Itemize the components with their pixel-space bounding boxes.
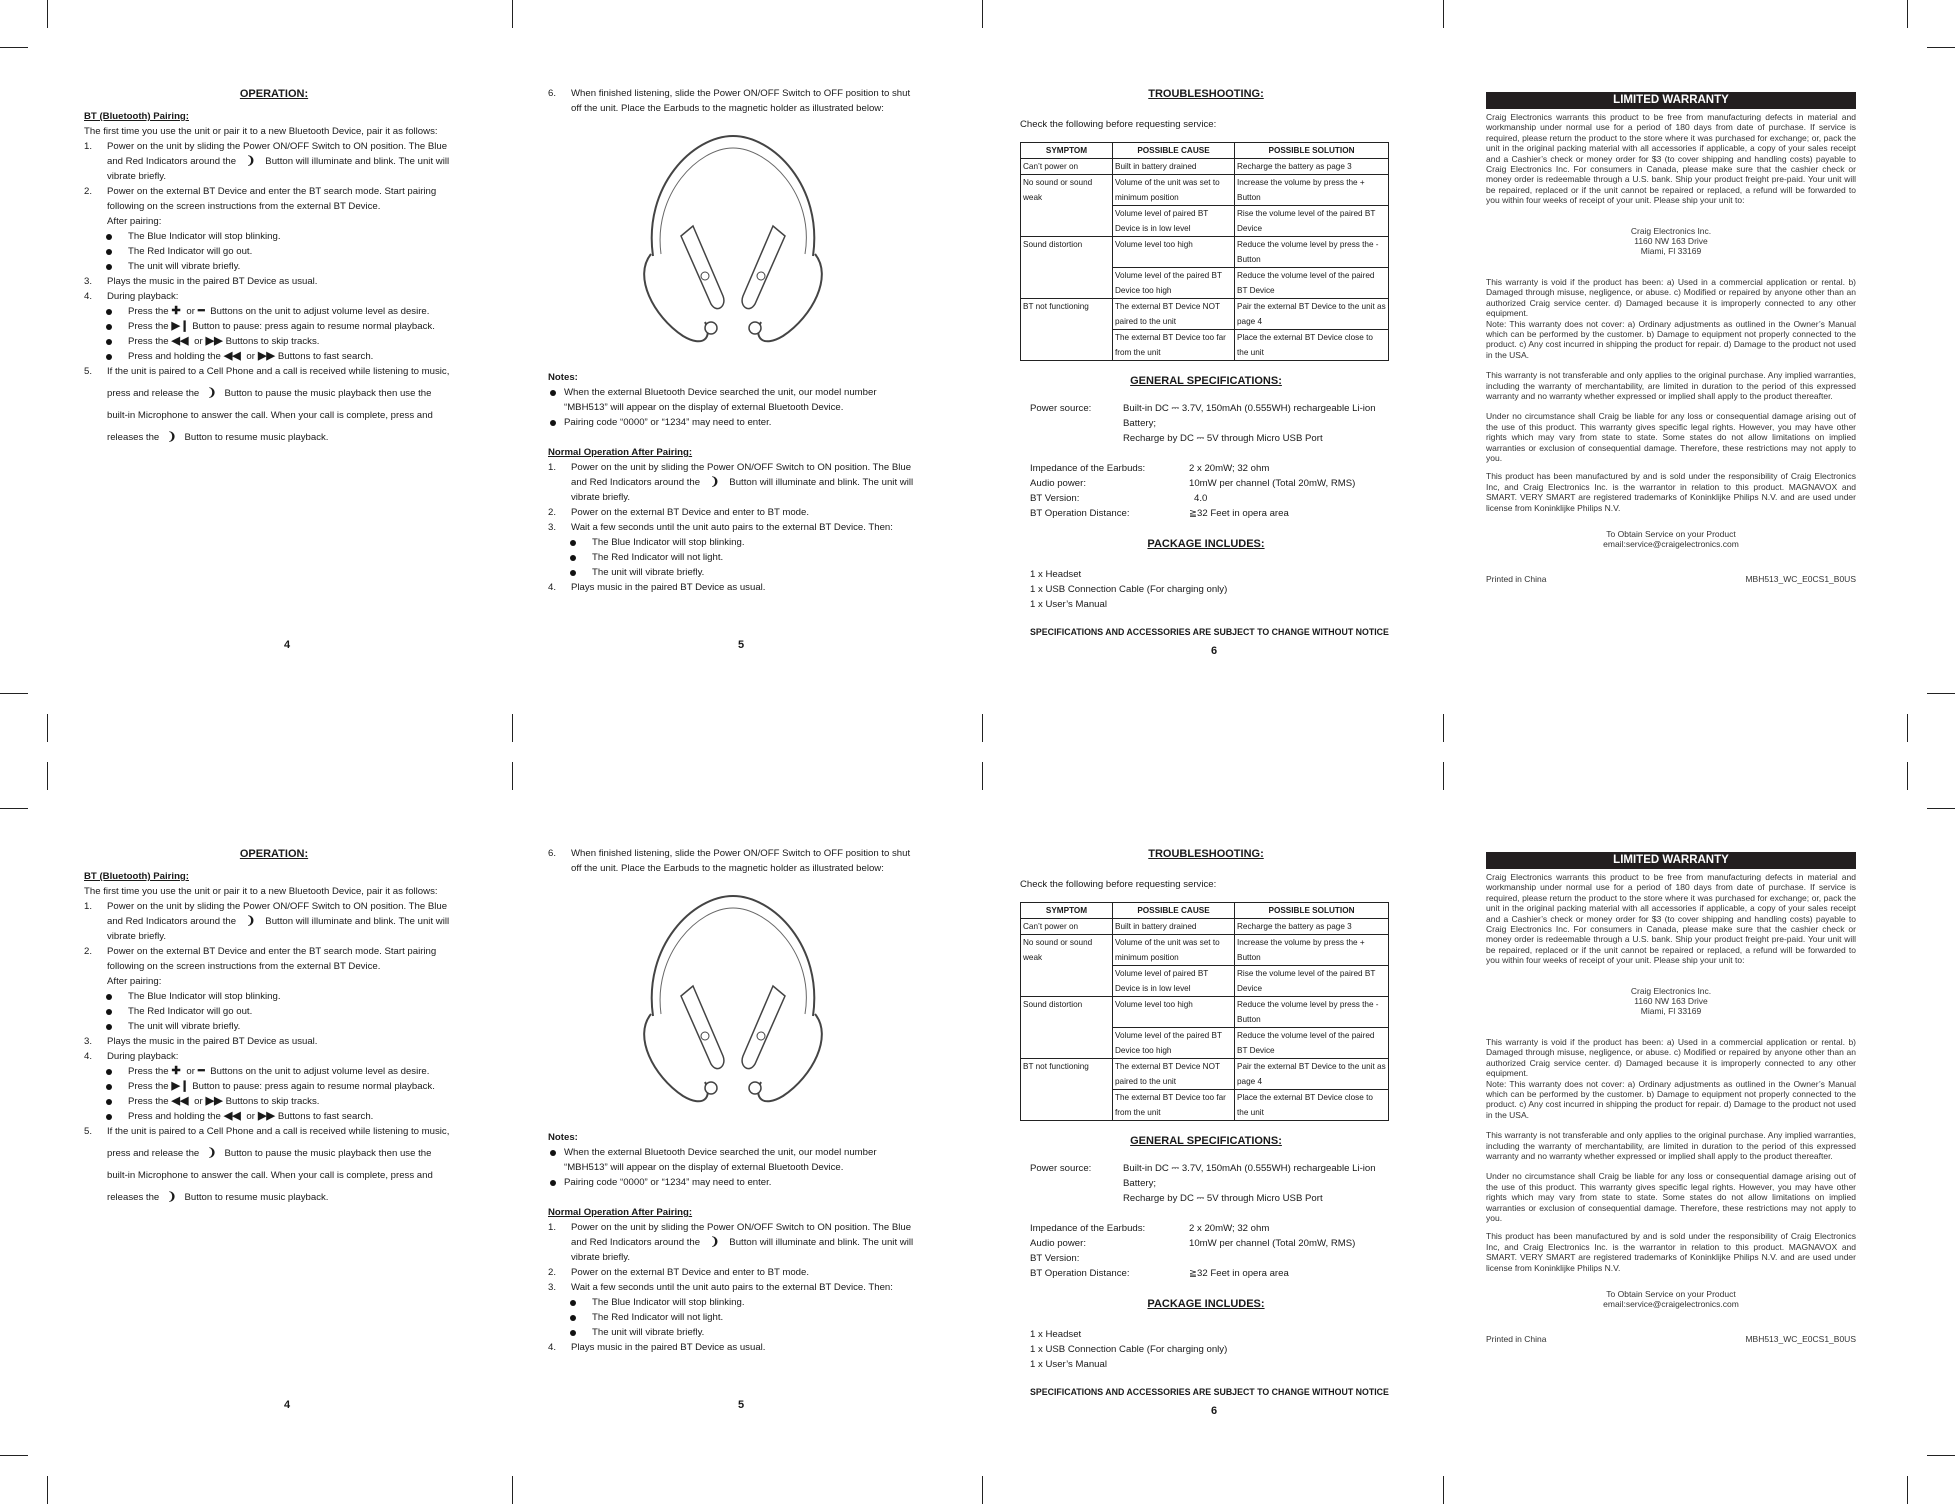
- normal-operation-heading: Normal Operation After Pairing:: [548, 1207, 693, 1218]
- page-number: 4: [284, 639, 291, 651]
- step-6: 6. When finished listening, slide the Power ON/OFF Switch to OFF position to shut: [548, 88, 911, 99]
- phone-button-icon: ❩: [167, 1191, 177, 1203]
- notes-heading: Notes:: [548, 1132, 578, 1143]
- step-5: 5. If the unit is paired to a Cell Phone and a call is received while listening to music,: [84, 1126, 450, 1137]
- table-row: [1021, 175, 1389, 206]
- column-header: SYMPTOM: [1021, 903, 1113, 919]
- table-cell: Can’t power on: [1021, 159, 1113, 175]
- address-line: Craig Electronics Inc.: [1630, 225, 1712, 236]
- page-number: 6: [1211, 1405, 1218, 1417]
- step-6-line-2: off the unit. Place the Earbuds to the magnetic holder as illustrated below:: [571, 863, 884, 874]
- warranty-paragraph: This product has been manufactured by and is sold under the responsibility of Craig Electronics Inc, and Craig Electronics Inc. is the warrantor in relation to this product. MAGNAVOX and SMART. VERY SMART are registered trademarks of Koninklijke Philips N.V. and are used under license from Koninklijke Philips N.V.: [1486, 471, 1856, 513]
- troubleshooting-table: [1020, 142, 1389, 361]
- list-item-continued: “MBH513” will appear on the display of external Bluetooth Device.: [564, 402, 844, 413]
- plus-icon: ✚: [171, 305, 181, 317]
- normal-step-3: 3. Wait a few seconds until the unit auto pairs to the external BT Device. Then:: [548, 1282, 893, 1293]
- troubleshooting-table: [1020, 902, 1389, 1121]
- pairing-intro: The first time you use the unit or pair it to a new Bluetooth Device, pair it as follows:: [84, 126, 438, 137]
- warranty-paragraph: Note: This warranty does not cover: a) Ordinary adjustments as outlined in the Owner’s Manual which can be performed by the customer. b) Damage to equipment not properly connected to the product. c) Any cost incurred in shipping the product for repair. d) Damage to the product not used in the USA.: [1486, 1078, 1856, 1120]
- table-cell: Increase the volume by press the + Button: [1235, 935, 1389, 966]
- list-item: The Red Indicator will not light.: [548, 550, 928, 565]
- table-cell: Sound distortion: [1021, 237, 1113, 299]
- normal-step-3: 3. Wait a few seconds until the unit auto pairs to the external BT Device. Then:: [548, 522, 893, 533]
- page-number: 4: [284, 1399, 291, 1411]
- spec-impedance: Impedance of the Earbuds: 2 x 20mW; 32 ohm: [1030, 463, 1270, 474]
- list-item: Press the ✚ or ━ Buttons on the unit to adjust volume level as desire.: [84, 1064, 464, 1079]
- step-5-line-3: built-in Microphone to answer the call. When your call is complete, press and: [107, 410, 433, 421]
- address-line: 1160 NW 163 Drive: [1634, 236, 1708, 247]
- step-1: 1. Power on the unit by sliding the Power ON/OFF Switch to ON position. The Blue: [84, 141, 448, 152]
- table-cell: Reduce the volume level of the paired BT Device: [1235, 1028, 1389, 1059]
- step-1: 1. Power on the unit by sliding the Power ON/OFF Switch to ON position. The Blue: [84, 901, 448, 912]
- table-row: [1021, 997, 1389, 1028]
- page-warranty: [1486, 760, 1856, 1504]
- list-item: When the external Bluetooth Device searched the unit, our model number: [548, 385, 928, 400]
- package-title: PACKAGE INCLUDES:: [1147, 538, 1265, 550]
- warranty-title: LIMITED WARRANTY: [1486, 852, 1856, 869]
- previous-icon: ◀◀: [171, 335, 189, 347]
- document-code: MBH513_WC_E0CS1_B0US: [1745, 573, 1856, 584]
- spec-power-line-3: Recharge by DC ⎓ 5V through Micro USB Port: [1123, 433, 1323, 444]
- printed-in-china: Printed in China: [1486, 573, 1547, 584]
- warranty-paragraph: This product has been manufactured by and is sold under the responsibility of Craig Electronics Inc, and Craig Electronics Inc. is the warrantor in relation to this product. MAGNAVOX and SMART. VERY SMART are registered trademarks of Koninklijke Philips N.V. and are used under license from Koninklijke Philips N.V.: [1486, 1231, 1856, 1273]
- table-cell: Reduce the volume level by press the - Button: [1235, 237, 1389, 268]
- table-cell: Recharge the battery as page 3: [1235, 159, 1389, 175]
- step-5-line-2: press and release the ❩ Button to pause the music playback then use the: [107, 387, 432, 399]
- spec-power-line-3: Recharge by DC ⎓ 5V through Micro USB Port: [1123, 1193, 1323, 1204]
- list-item: Pairing code “0000” or “1234” may need to enter.: [548, 1175, 928, 1190]
- table-cell: Volume level too high: [1113, 237, 1235, 268]
- list-item: Press the ▶❙ Button to pause: press again to resume normal playback.: [84, 319, 464, 334]
- column-header: SYMPTOM: [1021, 143, 1113, 159]
- warranty-paragraph: This warranty is not transferable and only applies to the original purchase. Any implied warranties, including the warranty of merchantability, are limited in duration to the period of this expressed warranty and no warranty whether expressed or implied shall apply to the product thereafter.: [1486, 1130, 1856, 1161]
- service-line: To Obtain Service on your Product: [1606, 529, 1736, 539]
- service-line: To Obtain Service on your Product: [1606, 1289, 1736, 1299]
- step-3: 3. Plays the music in the paired BT Device as usual.: [84, 1036, 318, 1047]
- previous-icon: ◀◀: [171, 1095, 189, 1107]
- phone-button-icon: ❩: [710, 476, 720, 488]
- notice-text: SPECIFICATIONS AND ACCESSORIES ARE SUBJECT TO CHANGE WITHOUT NOTICE: [1030, 627, 1389, 637]
- table-cell: Pair the external BT Device to the unit as page 4: [1235, 1059, 1389, 1090]
- step-6-line-2: off the unit. Place the Earbuds to the magnetic holder as illustrated below:: [571, 103, 884, 114]
- list-item: Press the ◀◀ or ▶▶ Buttons to skip tracks.: [84, 334, 464, 349]
- phone-button-icon: ❩: [246, 155, 256, 167]
- spec-power: Power source: Built-in DC ⎓ 3.7V, 150mAh (0.555WH) rechargeable Li-ion: [1030, 403, 1376, 414]
- pairing-heading: BT (Bluetooth) Pairing:: [84, 871, 189, 882]
- table-cell: Pair the external BT Device to the unit as page 4: [1235, 299, 1389, 330]
- warranty-title: LIMITED WARRANTY: [1486, 92, 1856, 109]
- phone-button-icon: ❩: [207, 387, 217, 399]
- warranty-paragraph: This warranty is void if the product has been: a) Used in a commercial application or rental. b) Damaged through misuse, negligence, or abuse. c) Modified or repaired by anyone other than an authorized Craig service center. d) Damaged because it is improperly connected to any other equipment.: [1486, 276, 1856, 319]
- table-cell: Volume level of the paired BT Device too high: [1113, 268, 1235, 299]
- troubleshooting-title: TROUBLESHOOTING:: [1148, 88, 1264, 100]
- after-pairing-label: After pairing:: [107, 976, 162, 987]
- headset-illustration: [623, 886, 843, 1116]
- phone-button-icon: ❩: [167, 431, 177, 443]
- table-cell: Sound distortion: [1021, 997, 1113, 1059]
- normal-step-2: 2. Power on the external BT Device and enter to BT mode.: [548, 1267, 810, 1278]
- step-2-line-2: following on the screen instructions from the external BT Device.: [107, 201, 381, 212]
- table-cell: Built in battery drained: [1113, 919, 1235, 935]
- operation-title: OPERATION:: [239, 88, 309, 100]
- after-pairing-label: After pairing:: [107, 216, 162, 227]
- sheet-bottom: [0, 760, 1955, 1504]
- table-cell: The external BT Device NOT paired to the unit: [1113, 1059, 1235, 1090]
- specifications-title: GENERAL SPECIFICATIONS:: [1130, 1135, 1282, 1147]
- table-header-row: [1021, 903, 1389, 919]
- normal-step-1: 1. Power on the unit by sliding the Power ON/OFF Switch to ON position. The Blue: [548, 1222, 912, 1233]
- list-item: The Red Indicator will not light.: [548, 1310, 928, 1325]
- table-cell: Reduce the volume level of the paired BT Device: [1235, 268, 1389, 299]
- list-item: Press and holding the ◀◀ or ▶▶ Buttons to fast search.: [84, 1109, 464, 1124]
- address-line: Craig Electronics Inc.: [1630, 985, 1712, 996]
- spec-bt-distance: BT Operation Distance: ≧32 Feet in opera area: [1030, 508, 1289, 519]
- minus-icon: ━: [197, 305, 205, 317]
- step-1-line-3: vibrate briefly.: [107, 931, 167, 942]
- step-1-line-3: vibrate briefly.: [107, 171, 167, 182]
- notes-heading: Notes:: [548, 372, 578, 383]
- list-item: The Blue Indicator will stop blinking.: [84, 989, 464, 1004]
- step-1-line-2: and Red Indicators around the ❩ Button will illuminate and blink. The unit will: [107, 155, 450, 167]
- table-row: [1021, 919, 1389, 935]
- spec-bt-distance: BT Operation Distance: ≧32 Feet in opera area: [1030, 1268, 1289, 1279]
- operation-title: OPERATION:: [239, 848, 309, 860]
- table-cell: Volume of the unit was set to minimum position: [1113, 175, 1235, 206]
- warranty-paragraph: Craig Electronics warrants this product to be free from manufacturing defects in material and workmanship under normal use for a period of 180 days from date of purchase. If service is required, please return the product to the store where it was purchased for exchange; or, pack the unit in the original packing material with all accessories if applicable, a copy of your sales receipt and a Cashier’s check or money order for $3 (to cover shipping and handling costs) payable to Craig Electronics Inc. For consumers in Canada, please make sure that the cashier check or money order is redeemable through a U.S. bank. Ship your product freight pre-paid. Your unit will be repaired, replaced or if the unit cannot be repaired or replaced, a refund will be forwarded to you within four weeks of receipt of your unit. Please ship your unit to:: [1486, 872, 1856, 966]
- fast-forward-icon: ▶▶: [257, 1110, 275, 1122]
- step-6: 6. When finished listening, slide the Power ON/OFF Switch to OFF position to shut: [548, 848, 911, 859]
- column-header: POSSIBLE CAUSE: [1113, 903, 1235, 919]
- pairing-heading: BT (Bluetooth) Pairing:: [84, 111, 189, 122]
- phone-button-icon: ❩: [710, 1236, 720, 1248]
- next-icon: ▶▶: [205, 335, 223, 347]
- list-item: When the external Bluetooth Device searched the unit, our model number: [548, 1145, 928, 1160]
- troubleshooting-intro: Check the following before requesting service:: [1020, 119, 1217, 130]
- step-4: 4. During playback:: [84, 291, 179, 302]
- phone-button-icon: ❩: [207, 1147, 217, 1159]
- list-item-continued: “MBH513” will appear on the display of external Bluetooth Device.: [564, 1162, 844, 1173]
- spec-power: Power source: Built-in DC ⎓ 3.7V, 150mAh (0.555WH) rechargeable Li-ion: [1030, 1163, 1376, 1174]
- table-row: [1021, 159, 1389, 175]
- play-pause-icon: ▶❙: [171, 1080, 190, 1092]
- step-5-line-3: built-in Microphone to answer the call. When your call is complete, press and: [107, 1170, 433, 1181]
- table-row: [1021, 935, 1389, 966]
- normal-step-1-line-3: vibrate briefly.: [571, 492, 631, 503]
- page-number: 5: [738, 1399, 745, 1411]
- column-header: POSSIBLE SOLUTION: [1235, 903, 1389, 919]
- pairing-intro: The first time you use the unit or pair it to a new Bluetooth Device, pair it as follows:: [84, 886, 438, 897]
- package-title: PACKAGE INCLUDES:: [1147, 1298, 1265, 1310]
- table-cell: The external BT Device too far from the unit: [1113, 330, 1235, 361]
- warranty-paragraph: This warranty is void if the product has been: a) Used in a commercial application or rental. b) Damaged through misuse, negligence, or abuse. c) Modified or repaired by anyone other than an authorized Craig service center. d) Damaged because it is improperly connected to any other equipment.: [1486, 1036, 1856, 1079]
- table-cell: Built in battery drained: [1113, 159, 1235, 175]
- warranty-paragraph: Note: This warranty does not cover: a) Ordinary adjustments as outlined in the Owner’s Manual which can be performed by the customer. b) Damage to equipment not properly connected to the product. c) Any cost incurred in shipping the product for repair. d) Damage to the product not used in the USA.: [1486, 318, 1856, 360]
- table-cell: Place the external BT Device close to the unit: [1235, 1090, 1389, 1121]
- step-5-line-4: releases the ❩ Button to resume music playback.: [107, 1191, 329, 1203]
- table-cell: Recharge the battery as page 3: [1235, 919, 1389, 935]
- notice-text: SPECIFICATIONS AND ACCESSORIES ARE SUBJECT TO CHANGE WITHOUT NOTICE: [1030, 1387, 1389, 1397]
- step-5: 5. If the unit is paired to a Cell Phone and a call is received while listening to music,: [84, 366, 450, 377]
- minus-icon: ━: [197, 1065, 205, 1077]
- spec-audio-power: Audio power: 10mW per channel (Total 20mW, RMS): [1030, 1238, 1356, 1249]
- troubleshooting-title: TROUBLESHOOTING:: [1148, 848, 1264, 860]
- table-row: [1021, 1059, 1389, 1090]
- address-line: 1160 NW 163 Drive: [1634, 996, 1708, 1007]
- printed-in-china: Printed in China: [1486, 1333, 1547, 1344]
- table-cell: Rise the volume level of the paired BT Device: [1235, 966, 1389, 997]
- warranty-paragraph: Under no circumstance shall Craig be liable for any loss or consequential damage arising out of the use of this product. This warranty gives specific legal rights. However, you may have other rights which may vary from state to state. Some states do not allow limitations on implied warranties or exclusion of consequential damage. Therefore, these restrictions may not apply to you.: [1486, 411, 1856, 463]
- table-cell: Volume level of paired BT Device is in low level: [1113, 966, 1235, 997]
- list-item: The unit will vibrate briefly.: [548, 565, 928, 580]
- list-item: The Red Indicator will go out.: [84, 244, 464, 259]
- page-troubleshooting: [1020, 0, 1392, 752]
- headset-illustration: [623, 126, 843, 356]
- spec-power-line-2: Battery;: [1123, 1178, 1157, 1189]
- document-code: MBH513_WC_E0CS1_B0US: [1745, 1333, 1856, 1344]
- table-row: [1021, 237, 1389, 268]
- normal-step-1-line-3: vibrate briefly.: [571, 1252, 631, 1263]
- page-warranty: [1486, 0, 1856, 752]
- page-number: 6: [1211, 645, 1218, 657]
- table-cell: Reduce the volume level by press the - Button: [1235, 997, 1389, 1028]
- table-cell: Volume of the unit was set to minimum position: [1113, 935, 1235, 966]
- column-header: POSSIBLE SOLUTION: [1235, 143, 1389, 159]
- spec-impedance: Impedance of the Earbuds: 2 x 20mW; 32 ohm: [1030, 1223, 1270, 1234]
- page-operation: [84, 760, 464, 1504]
- list-item: The Red Indicator will go out.: [84, 1004, 464, 1019]
- table-cell: Volume level of the paired BT Device too high: [1113, 1028, 1235, 1059]
- table-cell: BT not functioning: [1021, 299, 1113, 361]
- table-cell: Can’t power on: [1021, 919, 1113, 935]
- specifications-title: GENERAL SPECIFICATIONS:: [1130, 375, 1282, 387]
- table-cell: No sound or sound weak: [1021, 175, 1113, 237]
- warranty-paragraph: Under no circumstance shall Craig be liable for any loss or consequential damage arising out of the use of this product. This warranty gives specific legal rights. However, you may have other rights which may vary from state to state. Some states do not allow limitations on implied warranties or exclusion of consequential damage. Therefore, these restrictions may not apply to you.: [1486, 1171, 1856, 1223]
- list-item: The unit will vibrate briefly.: [84, 1019, 464, 1034]
- spec-bt-version: BT Version:: [1030, 1253, 1080, 1264]
- rewind-icon: ◀◀: [223, 350, 241, 362]
- page-troubleshooting: [1020, 760, 1392, 1504]
- warranty-footer: [1486, 574, 1856, 586]
- step-2: 2. Power on the external BT Device and enter the BT search mode. Start pairing: [84, 946, 437, 957]
- list-item: The unit will vibrate briefly.: [84, 259, 464, 274]
- address-line: Miami, Fl 33169: [1640, 1006, 1702, 1017]
- normal-operation-heading: Normal Operation After Pairing:: [548, 447, 693, 458]
- step-4: 4. During playback:: [84, 1051, 179, 1062]
- step-1-line-2: and Red Indicators around the ❩ Button will illuminate and blink. The unit will: [107, 915, 450, 927]
- page-operation-continued: [548, 760, 928, 1504]
- service-email: email:service@craigelectronics.com: [1603, 1299, 1739, 1310]
- address-line: Miami, Fl 33169: [1640, 246, 1702, 257]
- list-item: 1 x Headset: [1030, 569, 1082, 580]
- step-3: 3. Plays the music in the paired BT Device as usual.: [84, 276, 318, 287]
- normal-step-2: 2. Power on the external BT Device and enter to BT mode.: [548, 507, 810, 518]
- normal-step-1: 1. Power on the unit by sliding the Power ON/OFF Switch to ON position. The Blue: [548, 462, 912, 473]
- spec-bt-version: BT Version: 4.0: [1030, 493, 1208, 504]
- play-pause-icon: ▶❙: [171, 320, 190, 332]
- warranty-footer: [1486, 1334, 1856, 1346]
- step-5-line-4: releases the ❩ Button to resume music playback.: [107, 431, 329, 443]
- list-item: 1 x USB Connection Cable (For charging only): [1030, 584, 1228, 595]
- troubleshooting-intro: Check the following before requesting service:: [1020, 879, 1217, 890]
- warranty-paragraph: This warranty is not transferable and only applies to the original purchase. Any implied warranties, including the warranty of merchantability, are limited in duration to the period of this expressed warranty and no warranty whether expressed or implied shall apply to the product thereafter.: [1486, 370, 1856, 401]
- table-cell: No sound or sound weak: [1021, 935, 1113, 997]
- normal-step-1-line-2: and Red Indicators around the ❩ Button will illuminate and blink. The unit will: [571, 1236, 914, 1248]
- page-number: 5: [738, 639, 745, 651]
- list-item: Pairing code “0000” or “1234” may need to enter.: [548, 415, 928, 430]
- table-cell: Rise the volume level of the paired BT Device: [1235, 206, 1389, 237]
- normal-step-4: 4. Plays music in the paired BT Device as usual.: [548, 582, 766, 593]
- table-cell: BT not functioning: [1021, 1059, 1113, 1121]
- column-header: POSSIBLE CAUSE: [1113, 143, 1235, 159]
- list-item: Press the ✚ or ━ Buttons on the unit to adjust volume level as desire.: [84, 304, 464, 319]
- page-operation: [84, 0, 464, 752]
- table-cell: Increase the volume by press the + Button: [1235, 175, 1389, 206]
- step-2: 2. Power on the external BT Device and enter the BT search mode. Start pairing: [84, 186, 437, 197]
- list-item: 1 x User’s Manual: [1030, 599, 1107, 610]
- spec-audio-power: Audio power: 10mW per channel (Total 20mW, RMS): [1030, 478, 1356, 489]
- list-item: 1 x USB Connection Cable (For charging only): [1030, 1344, 1228, 1355]
- table-row: [1021, 299, 1389, 330]
- plus-icon: ✚: [171, 1065, 181, 1077]
- service-email: email:service@craigelectronics.com: [1603, 539, 1739, 550]
- warranty-paragraph: Craig Electronics warrants this product to be free from manufacturing defects in material and workmanship under normal use for a period of 180 days from date of purchase. If service is required, please return the product to the store where it was purchased for exchange; or, pack the unit in the original packing material with all accessories if applicable, a copy of your sales receipt and a Cashier’s check or money order for $3 (to cover shipping and handling costs) payable to Craig Electronics Inc. For consumers in Canada, please make sure that the cashier check or money order is redeemable through a U.S. bank. Ship your product freight pre-paid. Your unit will be repaired, replaced or if the unit cannot be repaired or replaced, a refund will be forwarded to you within four weeks of receipt of your unit. Please ship your unit to:: [1486, 112, 1856, 206]
- list-item: Press the ◀◀ or ▶▶ Buttons to skip tracks.: [84, 1094, 464, 1109]
- step-5-line-2: press and release the ❩ Button to pause the music playback then use the: [107, 1147, 432, 1159]
- list-item: The Blue Indicator will stop blinking.: [548, 1295, 928, 1310]
- list-item: The Blue Indicator will stop blinking.: [84, 229, 464, 244]
- table-cell: Volume level of paired BT Device is in low level: [1113, 206, 1235, 237]
- table-cell: The external BT Device too far from the unit: [1113, 1090, 1235, 1121]
- fast-forward-icon: ▶▶: [257, 350, 275, 362]
- table-header-row: [1021, 143, 1389, 159]
- step-2-line-2: following on the screen instructions from the external BT Device.: [107, 961, 381, 972]
- list-item: 1 x User’s Manual: [1030, 1359, 1107, 1370]
- rewind-icon: ◀◀: [223, 1110, 241, 1122]
- table-cell: Place the external BT Device close to the unit: [1235, 330, 1389, 361]
- list-item: The Blue Indicator will stop blinking.: [548, 535, 928, 550]
- phone-button-icon: ❩: [246, 915, 256, 927]
- list-item: The unit will vibrate briefly.: [548, 1325, 928, 1340]
- spec-power-line-2: Battery;: [1123, 418, 1157, 429]
- normal-step-4: 4. Plays music in the paired BT Device as usual.: [548, 1342, 766, 1353]
- list-item: 1 x Headset: [1030, 1329, 1082, 1340]
- table-cell: Volume level too high: [1113, 997, 1235, 1028]
- list-item: Press and holding the ◀◀ or ▶▶ Buttons to fast search.: [84, 349, 464, 364]
- table-cell: The external BT Device NOT paired to the unit: [1113, 299, 1235, 330]
- normal-step-1-line-2: and Red Indicators around the ❩ Button will illuminate and blink. The unit will: [571, 476, 914, 488]
- page-operation-continued: [548, 0, 928, 752]
- list-item: Press the ▶❙ Button to pause: press again to resume normal playback.: [84, 1079, 464, 1094]
- next-icon: ▶▶: [205, 1095, 223, 1107]
